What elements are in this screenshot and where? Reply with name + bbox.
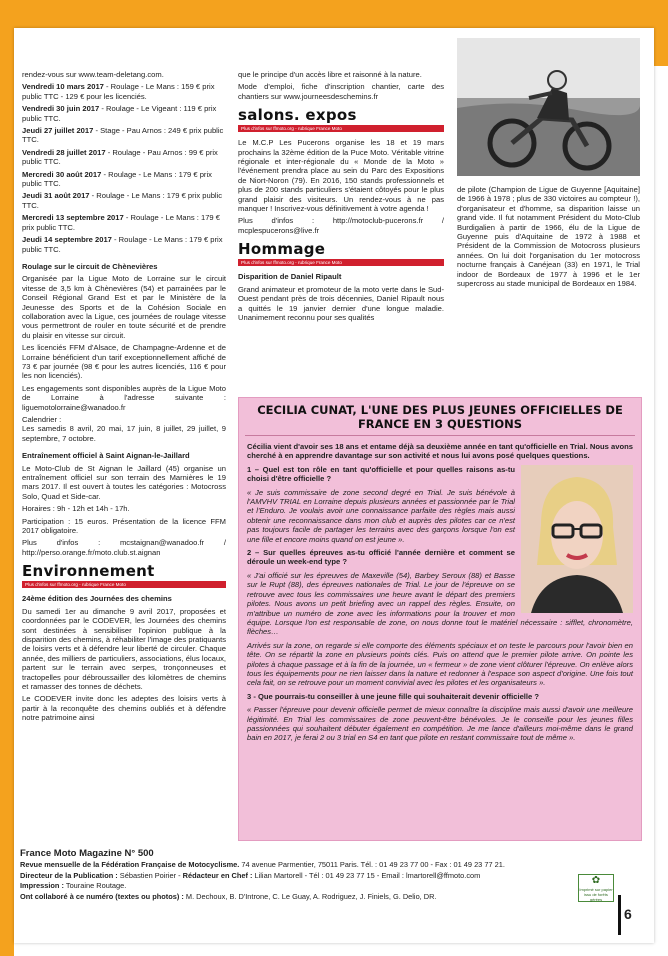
- dates-list: [22, 82, 226, 254]
- hommage-paragraph: Grand animateur et promoteur de la moto verte dans le Sud-Ouest pendant près de trois décennies, Daniel Ripault nous a quittés le 19 janvier dernier d'une longue maladie. Unanimement reconnu pour ses qualités: [238, 284, 444, 322]
- salons-paragraph: Le M.C.P Les Pucerons organise les 18 et 19 mars prochains la 32ème édition de la Puce Moto. Véritable vitrine régionale et inter-régionale du « Monde de la Moto » l'événement prendra place au sein du Parc des Expositions de Niort-Noron (79). En 2016, 150 stands professionnels et plus de 200 stands particuliers s'étaient côtoyés pour le plus grand plaisir des visiteurs. Un rendez-vous à ne pas manquer ! Inscrivez-vous définitivement à votre agenda !: [238, 138, 444, 214]
- interview-body: [239, 442, 641, 743]
- date-item: Vendredi 30 juin 2017 - Roulage - Le Vigeant : 119 € prix public TTC.: [22, 104, 217, 123]
- answer-1: « Je suis commissaire de zone second degré en Trial. Je suis bénévole à l'AMVHV TRIAL en Lorraine depuis plusieurs années et passionnée par le Trial et l'Enduro. Je voulais avoir une connaissance parfaite des règles mais aussi obtenir une reconnaissance dans mon club et auprès des pilotes car ce n'est pas toujours facile de partager les terrains avec des garçons lorsque l'on est une fille et encore moins quand on est jeune ».: [247, 487, 515, 544]
- date-item: Vendredi 28 juillet 2017 - Roulage - Pau Arnos : 99 € prix public TTC.: [22, 147, 218, 167]
- saint-aignan-paragraph: Participation : 15 euros. Présentation de la licence FFM 2017 obligatoire.: [22, 516, 226, 536]
- chenevieres-paragraph: Les licenciés FFM d'Alsace, de Champagne-Ardenne et de Lorraine bénéficient d'un tarif exceptionnellement affiché de 73 € par journée (98 € pour les autres licenciés, 116 € pour les non licenciés).: [22, 343, 226, 381]
- date-item: Jeudi 31 août 2017 - Roulage - Le Mans : 179 € prix public TTC.: [22, 191, 223, 210]
- chenevieres-heading: Roulage sur le circuit de Chènevières: [22, 261, 158, 271]
- orange-side-band: [0, 0, 14, 956]
- page-number: 6: [624, 906, 632, 922]
- question-3: 3 - Que pourrais-tu conseiller à une jeune fille qui souhaiterait devenir officielle ?: [247, 691, 540, 701]
- environnement-paragraph: Du samedi 1er au dimanche 9 avril 2017, proposées et coordonnées par le CODEVER, les Journées des chemins sont destinées à sensibiliser l'opinion publique à la disparition des chemins, à réhabiliter l'image des pratiquants de loisirs verts et à défendre leur liberté de circuler. Chaque année, des milliers de particuliers, associations, élus locaux, partent sur le terrain avec serpes, tronçonneuses et tractopelles pour débroussailler des kilomètres de chemins et ramasser des tonnes de déchets.: [22, 606, 226, 691]
- saint-aignan-paragraph: Plus d'infos : mcstaignan@wanadoo.fr / http://perso.orange.fr/moto.club.st.aignan: [22, 538, 226, 557]
- environnement-paragraph: Le CODEVER invite donc les adeptes des loisirs verts à partir à la reconquête des chemins oubliés et à défendre notre patrimoine ainsi: [22, 694, 226, 723]
- motocross-rider-illustration: [457, 38, 640, 176]
- answer-2: « J'ai officié sur les épreuves de Maxeville (54), Barbey Seroux (88) et Basse sur le Rupt (88), des épreuves nationales de Trial. Le jour de l'épreuve on se retrouve avec tous les commissaires une heure avant le départ des premiers pilotes. Nous avons un petit briefing avec un rappel des règles. Ensuite, on m'attribue un numéro de zone avec les informations pour la trouver et mon équipe. Lorsque l'on est responsable de zone, on nous donne tout le matériel nécessaire : sifflet, chronomètre, flèches…: [247, 570, 633, 637]
- masthead-line: Impression : Touraine Routage.: [20, 881, 127, 890]
- environnement-info-bar: Plus d'infos sur ffmoto.org - rubrique France Moto: [22, 581, 226, 588]
- chenevieres-paragraph: Les engagements sont disponibles auprès de la Ligue Moto de Lorraine à l'adresse suivante : liguemotolorraine@wanadoo.fr: [22, 383, 226, 412]
- salons-expos-heading: salons. expos: [238, 106, 357, 125]
- date-item: Vendredi 10 mars 2017 - Roulage - Le Mans : 159 € prix public TTC - 129 € pour les licenciés.: [22, 82, 215, 101]
- chenevieres-paragraph: Les samedis 8 avril, 20 mai, 17 juin, 8 juillet, 29 juillet, 9 septembre, 7 octobre.: [22, 424, 226, 443]
- hommage-heading: Hommage: [238, 240, 326, 259]
- leaf-icon: ✿: [591, 875, 601, 886]
- masthead-line: Directeur de la Publication : Sébastien Poirier - Rédacteur en Chef : Lilian Martorell - Tél : 01 49 23 77 15 - Email : lmartorell@ffmoto.com: [20, 870, 481, 880]
- interview-title: CECILIA CUNAT, L'UNE DES PLUS JEUNES OFFICIELLES DE FRANCE EN 3 QUESTIONS: [245, 403, 635, 436]
- masthead-line: Revue mensuelle de la Fédération Française de Motocyclisme. 74 avenue Parmentier, 75011 Paris. Tél. : 01 49 23 77 00 - Fax : 01 49 23 77 21.: [20, 860, 505, 869]
- environnement-heading: Environnement: [22, 562, 155, 581]
- right-column: [457, 185, 640, 291]
- continued-paragraph: que le principe d'un accès libre et raisonné à la nature.: [238, 70, 422, 79]
- saint-aignan-paragraph: Horaires : 9h - 12h et 14h - 17h.: [22, 504, 130, 514]
- portrait-illustration: [521, 465, 633, 613]
- intro-text: rendez-vous sur www.team-deletang.com.: [22, 70, 164, 79]
- date-item: Mercredi 13 septembre 2017 - Roulage - Le Mans : 179 € prix public TTC.: [22, 213, 220, 232]
- continued-paragraph: Mode d'emploi, fiche d'inscription chantier, carte des chantiers sur www.journeesdeschemins.fr: [238, 82, 444, 101]
- date-item: Jeudi 14 septembre 2017 - Roulage - Le Mans : 179 € prix public TTC.: [22, 235, 223, 254]
- hommage-continued-paragraph: de pilote (Champion de Ligue de Guyenne [Aquitaine] de 1966 à 1978 ; plus de 330 victoires au compteur !), d'organisateur et d'homme, sa disparition laisse un grand vide. Il fut notamment Président du Moto-Club Burdigalien à partir de 1966, élu de la Ligue de Guyenne puis d'Aquitaine de 1972 à 1988 et Président de la Commission de Motocross plusieurs années. On lui doit l'organisation du 1er motocross nocturne français à Canéjean (33) en 1971, le Trial indoor de Bordeaux de 1977 à 1996 et le 1er supercross au stade municipal de Bordeaux en 1984.: [457, 185, 640, 289]
- motocross-photo: [457, 38, 640, 176]
- cecilia-portrait: [521, 465, 633, 613]
- eco-paper-logo: ✿ Imprimé sur papier issu de forêts gérées: [579, 875, 613, 902]
- environnement-subheading: 24ème édition des Journées des chemins: [22, 594, 172, 604]
- magazine-issue: France Moto Magazine N° 500: [20, 848, 154, 859]
- left-column: [22, 70, 226, 726]
- page-number-bar: [618, 895, 621, 935]
- saint-aignan-paragraph: Le Moto-Club de St Aignan le Jaillard (45) organise un entraînement officiel sur son terrain des Marnières le 19 mars 2017. Il est ouvert à toutes les catégories : Motocross Solo, Quad et Side-car.: [22, 463, 226, 501]
- interview-intro: Cécilia vient d'avoir ses 18 ans et entame déjà sa deuxième année en tant qu'officielle en Trial. Nous avons cherché à en apprendre davantage sur son activité et nous lui avons posé quelques questions.: [247, 442, 633, 461]
- middle-column: [238, 70, 444, 325]
- salons-info-bar: Plus d'infos sur ffmoto.org - rubrique France Moto: [238, 125, 444, 132]
- masthead-line: Ont collaboré à ce numéro (textes ou photos) : M. Dechoux, B. D'Introne, C. Le Guay, A. Rodriguez, J. Finiels, G. Delio, DR.: [20, 891, 437, 901]
- chenevieres-paragraph: Organisée par la Ligue Moto de Lorraine sur le circuit vitesse de 3,5 km à Chènevières (54) et parrainées par le Conseil Régional Grand Est et par le Ministère de la Jeunesse des Sports et de la Cohésion Sociale en collaboration avec la Ligue, ces journées de roulage vitesse vous permettront de rouler en toute sécurité et de prendre du plaisir en vitesse sur circuit.: [22, 274, 226, 340]
- question-2: 2 – Sur quelles épreuves as-tu officié l'année dernière et comment se déroule un week-end type ?: [247, 548, 515, 567]
- date-item: Mercredi 30 août 2017 - Roulage - Le Mans : 179 € prix public TTC.: [22, 169, 212, 189]
- hommage-info-bar: Plus d'infos sur ffmoto.org - rubrique France Moto: [238, 259, 444, 266]
- answer-3: « Passer l'épreuve pour devenir officielle permet de mieux connaître la discipline mais aussi d'avoir une meilleure légitimité. En Trial les commissaires de zone peuvent-être bénévoles. Je le conseille pour les jeunes filles passionnées qui souhaitent débuter également en compétition. Je me lance d'ailleurs moi-même dans le grand bain en 2017, je ferai 2 ou 3 trial en S4 en tant que pilote en restant commissaire tout de même ».: [247, 705, 633, 743]
- date-item: Jeudi 27 juillet 2017 - Stage - Pau Arnos : 249 € prix public TTC.: [22, 126, 224, 145]
- chenevieres-paragraph: Calendrier :: [22, 415, 62, 424]
- question-1: 1 – Quel est ton rôle en tant qu'officielle et pour quelles raisons as-tu choisi d'être officielle ?: [247, 464, 515, 484]
- hommage-subheading: Disparition de Daniel Ripault: [238, 272, 342, 282]
- saint-aignan-heading: Entraînement officiel à Saint Aignan-le-Jaillard: [22, 451, 190, 461]
- answer-2-continued: Arrivés sur la zone, on regarde si elle comporte des éléments spéciaux et on teste le parcours pour l'avoir bien en tête. On se répartit la zone en plusieurs points clés. Puis on attend que le premier pilote arrive. On pointe les pilotes à chaque passage et à la fin de la journée, un « fermeur » de zone vient clôturer l'épreuve. On enlève alors tous les équipements pour ne rien laisser dans la nature et redonner à l'espace son aspect d'origine. Une fois tout cela fait, on se retrouve pour un moment convivial avec les pilotes et les organisateurs ».: [247, 640, 633, 688]
- masthead-footer: [20, 847, 640, 902]
- interview-box: [238, 397, 642, 841]
- salons-paragraph: Plus d'infos : http://motoclub-pucerons.fr / mcplespucerons@live.fr: [238, 216, 444, 235]
